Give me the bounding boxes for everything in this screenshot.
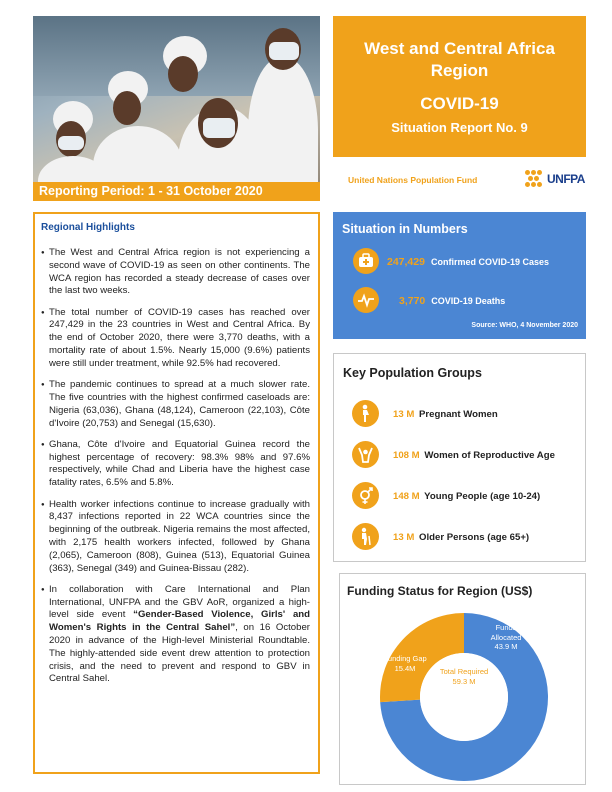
total-label-text: Total Required	[439, 667, 489, 676]
highlight-item: ● The total number of COVID-19 cases has reached over 247,429 in the 23 countries in West and Central Africa. By the end of October 2020, there were 3,770 deaths, with a mortality rate of about 1.5%. Nearly 15,000 (9.6%) patients were still under treatment, while 92.5% had recovered.	[41, 307, 310, 371]
funding-status	[339, 573, 586, 785]
highlight-item: ● Health worker infections continue to increase gradually with 8,437 infections reported in 22 WCA countries since the beginning of the outbreak. Nigeria remains the most affected, with 2,175 health workers infected, followed by Ghana (2,065), Cameroon (808), Guinea (513), Equatorial Guinea (363), Senegal (349) and Guinea-Bissau (282).	[41, 499, 310, 576]
total-required-label	[436, 667, 492, 686]
photo-mask	[58, 136, 84, 150]
logo-dots-icon	[525, 170, 545, 188]
unfpa-logo	[525, 168, 589, 190]
cases-stat	[387, 256, 549, 268]
cases-label: Confirmed COVID-19 Cases	[430, 257, 550, 267]
group-pregnant-women	[393, 409, 498, 420]
situation-in-numbers	[333, 212, 586, 339]
highlight-event-title: “Gender-Based Violence, Girls' and Women's Rights in the Central Sahel”	[49, 609, 310, 634]
regional-highlights	[33, 212, 320, 774]
photo-face	[113, 91, 141, 125]
elderly-person-icon	[352, 523, 379, 550]
gap-label	[380, 654, 430, 673]
highlight-text: In collaboration with Care International and Plan International, UNFPA and the GBV AoR, organized a high-level side event	[49, 583, 310, 621]
highlight-item	[41, 584, 310, 686]
highlight-text: , on 16 October 2020 in advance of the High-level Ministerial Roundtable. The highly-attended side event drew attention to protection crisis, and the need to prevent and respond to GBV in Central Sahel.	[49, 622, 310, 685]
reporting-period: Reporting Period: 1 - 31 October 2020	[33, 182, 320, 201]
highlight-item: ● Ghana, Côte d'Ivoire and Equatorial Guinea record the highest percentage of recovery: 98.3% 98% and 97.6% respectively, while Chad and Liberia have the highest case fatality rates, 6.5% and 5.8%.	[41, 439, 310, 490]
group-value: 148 M	[393, 491, 420, 502]
group-label: Older Persons (age 65+)	[419, 532, 530, 543]
group-value: 13 M	[393, 409, 415, 420]
logo-wordmark: UNFPA	[547, 172, 585, 186]
gender-symbol-icon	[352, 482, 379, 509]
photo-face	[168, 56, 198, 92]
gap-label-text: Funding Gap	[383, 654, 427, 663]
group-value: 108 M	[393, 450, 420, 461]
org-name: United Nations Population Fund	[348, 175, 478, 185]
report-title: COVID-19	[420, 94, 499, 113]
report-title-box	[333, 16, 586, 157]
first-aid-kit-icon	[353, 248, 379, 274]
heartbeat-icon	[353, 287, 379, 313]
keypop-heading: Key Population Groups	[343, 366, 482, 380]
group-older-persons	[393, 532, 529, 543]
report-subtitle: Situation Report No. 9	[391, 120, 528, 135]
region-title-line2: Region	[430, 61, 489, 80]
funding-heading: Funding Status for Region (US$)	[347, 584, 533, 598]
hero-photo	[33, 16, 320, 201]
woman-raised-arms-icon	[352, 441, 379, 468]
cases-value: 247,429	[387, 256, 425, 268]
group-women-reproductive-age	[393, 450, 555, 461]
region-title	[333, 38, 586, 82]
highlights-heading: Regional Highlights	[41, 222, 135, 233]
group-young-people	[393, 491, 540, 502]
highlight-item: ● The West and Central Africa region is not experiencing a second wave of COVID-19 as seen on other continents. The WCA region has recorded a steady decrease of cases over the last two weeks.	[41, 247, 310, 298]
situation-heading: Situation in Numbers	[342, 222, 468, 236]
group-value: 13 M	[393, 532, 415, 543]
region-title-line1: West and Central Africa	[364, 39, 555, 58]
gap-value: 15.4M	[394, 663, 416, 673]
allocated-label-text: Funds Allocated	[490, 623, 522, 642]
total-value: 59.3 M	[452, 676, 476, 686]
deaths-value: 3,770	[399, 295, 426, 307]
group-label: Women of Reproductive Age	[424, 450, 555, 461]
allocated-label	[480, 623, 532, 652]
situation-source: Source: WHO, 4 November 2020	[471, 322, 578, 329]
highlight-item: ● The pandemic continues to spread at a much slower rate. The five countries with the highest confirmed caseloads are: Nigeria (63,036), Ghana (48,124), Cameroon (22,103), Côte d'Ivoire (20,753) and Senegal (15,630).	[41, 379, 310, 430]
group-label: Young People (age 10-24)	[424, 491, 541, 502]
photo-mask	[203, 118, 235, 138]
pregnant-woman-icon	[352, 400, 379, 427]
photo-mask	[269, 42, 299, 60]
allocated-value: 43.9 M	[494, 642, 518, 651]
deaths-label: COVID-19 Deaths	[431, 296, 506, 306]
group-label: Pregnant Women	[419, 409, 498, 420]
key-population-groups	[333, 353, 586, 562]
deaths-stat	[399, 295, 505, 307]
